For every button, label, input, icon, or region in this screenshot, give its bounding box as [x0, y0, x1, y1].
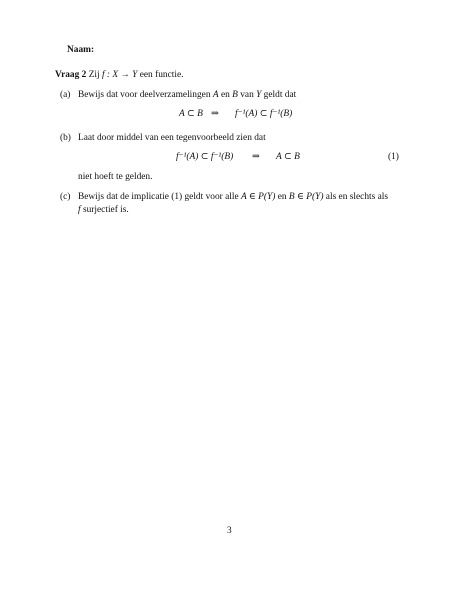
question-intro — [55, 71, 183, 80]
part-b-arrow: ⇒ — [252, 152, 260, 162]
page-number: 3 — [227, 526, 232, 536]
part-a-formula — [179, 110, 203, 119]
question-intro-prefix: Zij — [88, 70, 102, 80]
part-c-line-1: Bewijs dat de implicatie (1) geldt voor alle A ∈ P(Y) en B ∈ P(Y) als en slechts als — [78, 192, 389, 202]
part-a-formula-left: A ⊂ B — [179, 109, 203, 119]
part-b-marker: (b) — [60, 133, 71, 143]
part-b-after: niet hoeft te gelden. — [78, 172, 153, 182]
part-b-formula-right: A ⊂ B — [276, 152, 300, 162]
question-intro-suffix: een functie. — [137, 70, 184, 80]
part-b-text: Laat door middel van een tegenvoorbeeld zien dat — [78, 133, 266, 143]
equation-number: (1) — [388, 152, 399, 162]
part-b-formula-left: f⁻¹(A) ⊂ f⁻¹(B) — [176, 152, 234, 162]
part-a-arrow: ⇒ — [211, 109, 219, 119]
part-a-text: Bewijs dat voor deelverzamelingen A en B van Y geldt dat — [78, 90, 297, 100]
part-a-marker: (a) — [60, 90, 71, 100]
question-label: Vraag 2 — [55, 70, 87, 80]
question-intro-math: f : X → Y — [101, 70, 138, 80]
part-a-formula-right: f⁻¹(A) ⊂ f⁻¹(B) — [235, 109, 293, 119]
name-label: Naam: — [67, 45, 95, 55]
part-c-line-2: f surjectief is. — [78, 205, 129, 215]
part-c-marker: (c) — [60, 192, 71, 202]
